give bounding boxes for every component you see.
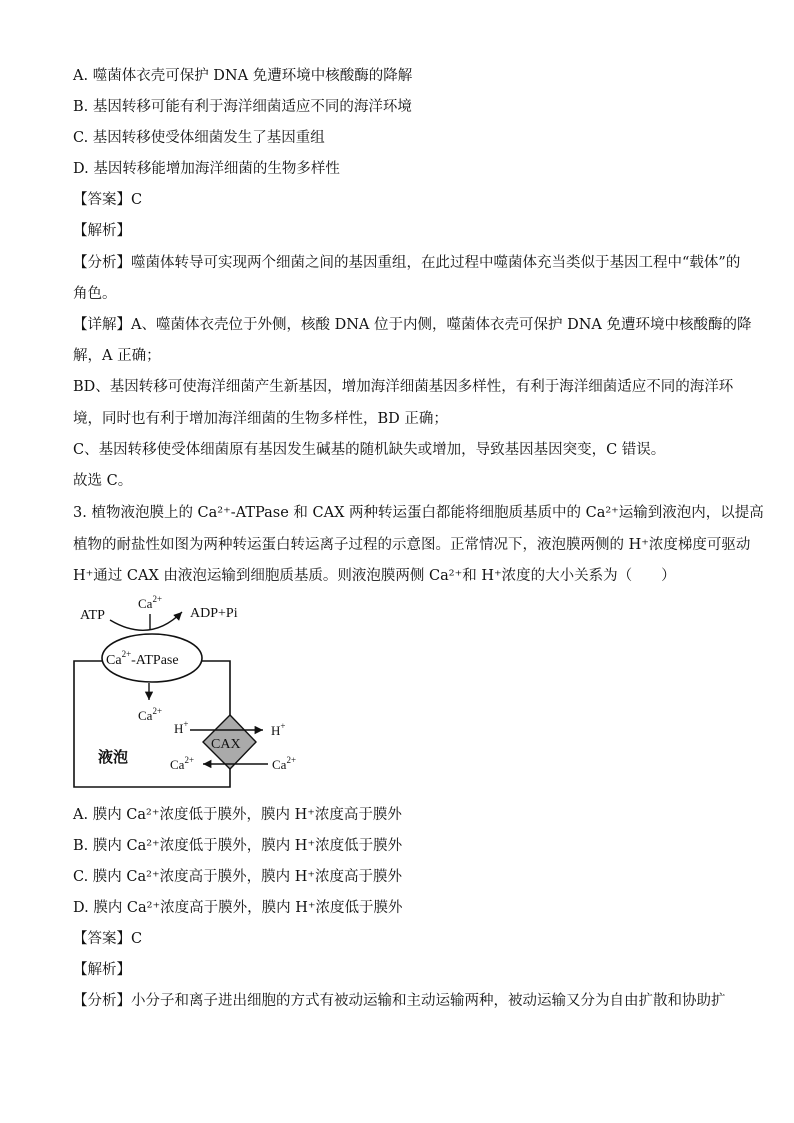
h-right-label: H+ [271,721,286,738]
transport-diagram [72,592,312,792]
ca-inside-label: $Ca^{2+}$ [138,706,163,723]
detail-line-4: 境，同时也有利于增加海洋细菌的生物多样性，BD 正确； [73,411,448,427]
q3-option-c: C. 膜内 Ca²⁺浓度高于膜外，膜内 H⁺浓度高于膜外 [73,869,403,885]
ca-bottom-right-label: $Ca^{2+}$ [272,755,297,772]
ca-top-label: $Ca^{2+}$ [138,594,163,611]
ca-bottom-left-label: $Ca^{2+}$ [170,755,195,772]
option-b-prev: B. 基因转移可能有利于海洋细菌适应不同的海洋环境 [73,99,412,115]
analysis-line-1: 【分析】噬菌体转导可实现两个细菌之间的基因重组，在此过程中噬菌体充当类似于基因工程中“载体”的 [73,255,741,271]
q3-option-d: D. 膜内 Ca²⁺浓度高于膜外，膜内 H⁺浓度低于膜外 [73,900,403,916]
q3-stem-line-3: H⁺通过 CAX 由液泡运输到细胞质基质。则液泡膜两侧 Ca²⁺和 H⁺浓度的大小关系为（ ） [73,568,676,584]
detail-line-5: C、基因转移使受体细菌原有基因发生碱基的随机缺失或增加，导致基因基因突变，C 错误。 [73,442,666,458]
q3-analysis-line: 【分析】小分子和离子进出细胞的方式有被动运输和主动运输两种，被动运输又分为自由扩散和协助扩 [73,993,726,1009]
option-a-prev: A. 噬菌体衣壳可保护 DNA 免遭环境中核酸酶的降解 [73,68,413,84]
q3-stem-line-1: 3. 植物液泡膜上的 Ca²⁺-ATPase 和 CAX 两种转运蛋白都能将细胞质基质中的 Ca²⁺运输到液泡内，以提高 [73,505,764,521]
analysis-line-2: 角色。 [73,286,117,302]
detail-line-6: 故选 C。 [73,473,133,489]
q3-stem-line-2: 植物的耐盐性如图为两种转运蛋白转运离子过程的示意图。正常情况下，液泡膜两侧的 H⁺浓度梯度可驱动 [73,537,751,553]
atp-hydrolysis-arrow [110,612,182,630]
detail-line-1: 【详解】A、噬菌体衣壳位于外侧，核酸 DNA 位于内侧，噬菌体衣壳可保护 DNA 免遭环境中核酸酶的降 [73,317,752,333]
detail-line-3: BD、基因转移可使海洋细菌产生新基因，增加海洋细菌基因多样性，有利于海洋细菌适应不同的海洋环 [73,379,734,395]
analysis-label-prev: 【解析】 [73,223,131,239]
q3-answer: 【答案】C [73,931,143,947]
q3-option-a: A. 膜内 Ca²⁺浓度低于膜外，膜内 H⁺浓度高于膜外 [73,807,402,823]
h-left-label: H+ [174,719,189,736]
atp-label: ATP [80,608,105,623]
ca-atpase-label: $Ca^{2+}$-ATPase [106,649,179,668]
vacuole-membrane-right [201,661,230,715]
answer-prev: 【答案】C [73,192,143,208]
option-c-prev: C. 基因转移使受体细菌发生了基因重组 [73,130,325,146]
q3-analysis-label: 【解析】 [73,962,131,978]
detail-line-2: 解，A 正确； [73,348,161,364]
q3-option-b: B. 膜内 Ca²⁺浓度低于膜外，膜内 H⁺浓度低于膜外 [73,838,403,854]
option-d-prev: D. 基因转移能增加海洋细菌的生物多样性 [73,161,340,177]
cax-label: CAX [211,737,241,752]
vacuole-label: 液泡 [98,750,129,766]
adp-pi-label: ADP+Pi [190,606,238,621]
